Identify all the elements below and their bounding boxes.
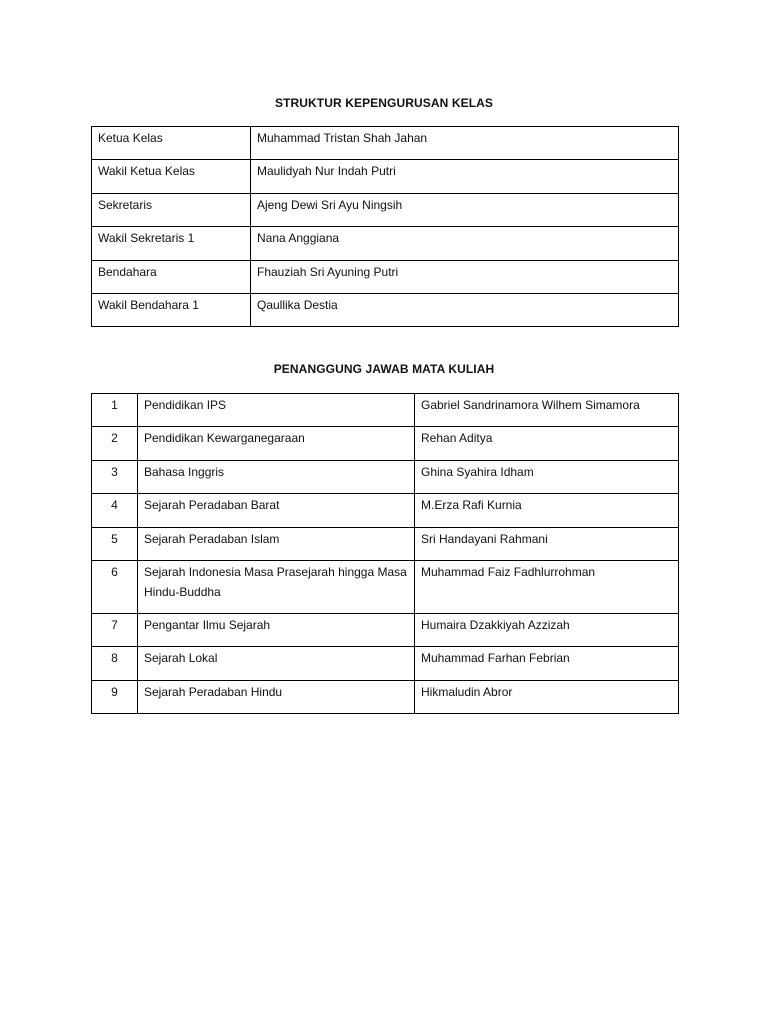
role-cell: Bendahara [92,260,251,293]
name-cell: Fhauziah Sri Ayuning Putri [251,260,679,293]
penanggung-jawab-table [91,393,679,714]
table-row [92,680,679,713]
name-cell: Gabriel Sandrinamora Wilhem Simamora [415,394,679,427]
table-row [92,260,679,293]
number-cell: 2 [92,427,138,460]
name-cell: M.Erza Rafi Kurnia [415,494,679,527]
name-cell: Muhammad Faiz Fadhlurrohman [415,560,679,613]
struktur-title: STRUKTUR KEPENGURUSAN KELAS [274,96,494,110]
name-cell: Maulidyah Nur Indah Putri [251,160,679,193]
number-cell: 9 [92,680,138,713]
name-cell: Ajeng Dewi Sri Ayu Ningsih [251,193,679,226]
number-cell: 3 [92,460,138,493]
table-row [92,460,679,493]
course-cell: Bahasa Inggris [138,460,415,493]
table-row [92,293,679,326]
table-row [92,613,679,646]
number-cell: 5 [92,527,138,560]
table-row [92,227,679,260]
struktur-table [91,126,679,327]
course-cell: Pendidikan IPS [138,394,415,427]
number-cell: 7 [92,613,138,646]
course-cell: Sejarah Lokal [138,647,415,680]
table-row [92,160,679,193]
role-cell: Ketua Kelas [92,127,251,160]
name-cell: Muhammad Tristan Shah Jahan [251,127,679,160]
number-cell: 6 [92,560,138,613]
table-row [92,527,679,560]
name-cell: Hikmaludin Abror [415,680,679,713]
role-cell: Sekretaris [92,193,251,226]
table-row [92,647,679,680]
number-cell: 4 [92,494,138,527]
name-cell: Sri Handayani Rahmani [415,527,679,560]
name-cell: Ghina Syahira Idham [415,460,679,493]
number-cell: 8 [92,647,138,680]
name-cell: Rehan Aditya [415,427,679,460]
number-cell: 1 [92,394,138,427]
course-cell: Sejarah Peradaban Hindu [138,680,415,713]
course-cell: Sejarah Peradaban Islam [138,527,415,560]
course-cell: Sejarah Indonesia Masa Prasejarah hingga Masa Hindu-Buddha [138,560,415,613]
role-cell: Wakil Sekretaris 1 [92,227,251,260]
course-cell: Pendidikan Kewarganegaraan [138,427,415,460]
table-row [92,560,679,613]
name-cell: Muhammad Farhan Febrian [415,647,679,680]
table-row [92,193,679,226]
table-row [92,394,679,427]
penanggung-jawab-title: PENANGGUNG JAWAB MATA KULIAH [273,362,495,376]
course-cell: Sejarah Peradaban Barat [138,494,415,527]
name-cell: Qaullika Destia [251,293,679,326]
course-cell: Pengantar Ilmu Sejarah [138,613,415,646]
role-cell: Wakil Ketua Kelas [92,160,251,193]
name-cell: Humaira Dzakkiyah Azzizah [415,613,679,646]
table-row [92,494,679,527]
table-row [92,427,679,460]
name-cell: Nana Anggiana [251,227,679,260]
table-row [92,127,679,160]
role-cell: Wakil Bendahara 1 [92,293,251,326]
